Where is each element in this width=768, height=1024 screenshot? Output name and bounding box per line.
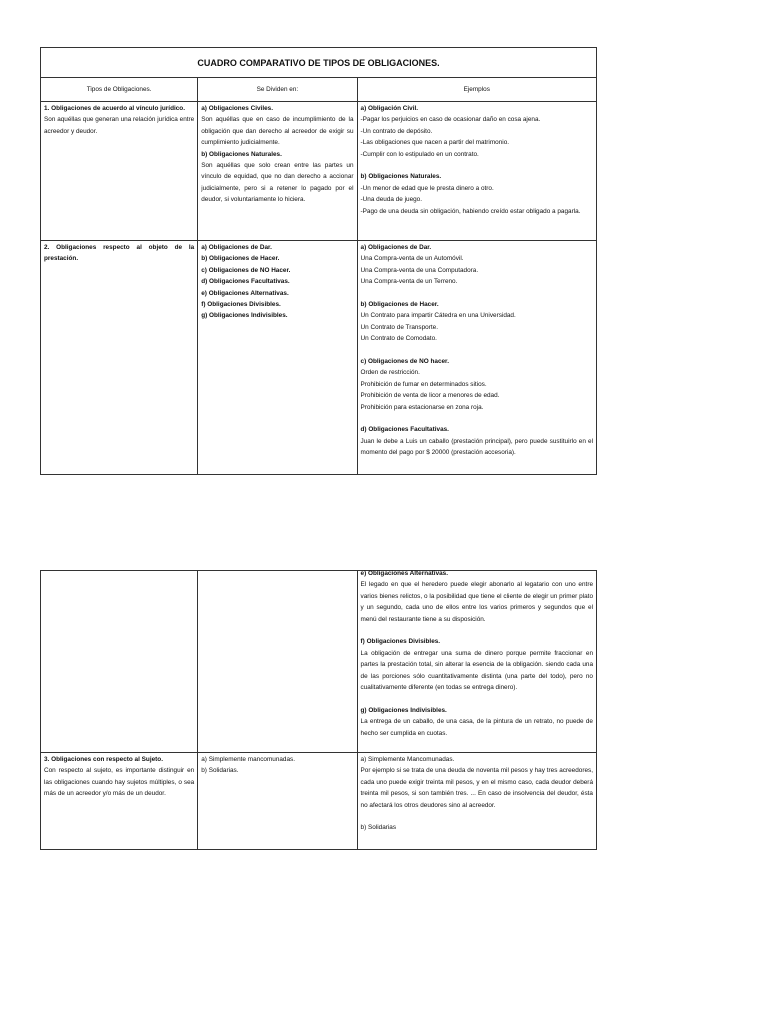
table-row (41, 753, 597, 850)
cell-ejemplos-continuacion (357, 571, 596, 753)
ejemplo-item: Un Contrato de Comodato. (360, 335, 437, 343)
ejemplo-title: a) Obligación Civil. (360, 105, 419, 112)
comparison-table-part-2 (40, 570, 597, 850)
header-tipos: Tipos de Obligaciones. (41, 78, 198, 102)
ejemplo-text: La entrega de un caballo, de una casa, de la pintura de un retrato, no puede de hecho ser cumplida en cuotas. (360, 718, 593, 737)
cell-tipo-vinculo (41, 102, 198, 241)
division-title: b) Obligaciones Naturales. (201, 150, 282, 158)
division-title: e) Obligaciones Alternativas. (201, 289, 289, 297)
ejemplo-title: a) Obligaciones de Dar. (360, 244, 432, 251)
ejemplo-item: -Las obligaciones que nacen a partir del matrimonio. (360, 139, 510, 147)
division-item: a) Simplemente mancomunadas. (201, 756, 296, 763)
cell-tipo-objeto (41, 241, 198, 475)
ejemplo-text: Por ejemplo si se trata de una deuda de noventa mil pesos y hay tres acreedores, cada uno puede exigir treinta mil pesos, y en el mismo caso, cada deudor deberá treinta mil pesos, si son también tres. ... En caso de insolvencia del deudor, ésta no afectará los otros deudores sino al acreedor. (360, 767, 593, 809)
division-title: g) Obligaciones Indivisibles. (201, 312, 288, 320)
comparison-table-part-1 (40, 47, 597, 475)
ejemplo-title: a) Simplemente Mancomunadas. (360, 756, 455, 763)
ejemplo-title: b) Solidarias (360, 824, 397, 832)
cell-ejemplos-objeto (357, 241, 596, 475)
division-item: b) Solidarias. (201, 767, 239, 775)
cell-ejemplos-sujeto (357, 753, 596, 850)
ejemplo-text: La obligación de entregar una suma de dinero porque permite fraccionar en partes la prestación total, sin alterar la esencia de la obligación. siendo cada una de las porciones sólo cuantitativamente distinta (una parte del todo), pero no cualitativamente diferente (en todas se entrega dinero). (360, 649, 593, 692)
ejemplo-item: -Pagar los perjuicios en caso de ocasionar daño en cosa ajena. (360, 116, 541, 124)
cell-divisiones-vinculo (198, 102, 357, 241)
division-title: f) Obligaciones Divisibles. (201, 301, 281, 309)
ejemplo-title: b) Obligaciones Naturales. (360, 173, 442, 181)
ejemplo-text: Juan le debe a Luis un caballo (prestación principal), pero puede sustituirlo en el momento del pago por $ 20000 (prestación accesoria). (360, 437, 593, 457)
table-header-row (41, 78, 597, 102)
header-ejemplos: Ejemplos (357, 78, 596, 102)
ejemplo-item: -Una deuda de juego. (360, 196, 423, 204)
ejemplo-title: b) Obligaciones de Hacer. (360, 301, 439, 309)
ejemplo-item: Prohibición para estacionarse en zona roja. (360, 403, 484, 411)
ejemplo-title: g) Obligaciones Indivisibles. (360, 706, 447, 714)
ejemplo-item: Prohibición de venta de licor a menores de edad. (360, 392, 500, 400)
division-title: a) Obligaciones de Dar. (201, 244, 272, 251)
ejemplo-item: Prohibición de fumar en determinados sitios. (360, 380, 487, 388)
division-title: c) Obligaciones de NO Hacer. (201, 266, 291, 274)
ejemplo-item: Una Compra-venta de una Computadora. (360, 266, 479, 274)
division-text: Son aquéllas que solo crean entre las partes un vínculo de equidad, que no dan derecho a accionar judicialmente, pero si a retener lo pagado por el deudor, si voluntariamente lo hiciera. (201, 162, 354, 204)
ejemplo-item: Un Contrato de Transporte. (360, 323, 438, 331)
ejemplo-title: d) Obligaciones Facultativas. (360, 426, 449, 434)
ejemplo-item: Un Contrato para impartir Cátedra en una Universidad. (360, 312, 516, 320)
ejemplo-title: c) Obligaciones de NO hacer. (360, 358, 449, 366)
ejemplo-item: -Pago de una deuda sin obligación, habiendo creído estar obligado a pagarla. (360, 207, 581, 215)
ejemplo-item: Orden de restricción. (360, 369, 420, 377)
ejemplo-item: -Cumplir con lo estipulado en un contrato. (360, 150, 479, 158)
tipo-text: Son aquéllas que generan una relación jurídica entre acreedor y deudor. (44, 116, 195, 135)
ejemplo-title: e) Obligaciones Alternativas. (360, 570, 449, 577)
cell-divisiones-objeto (198, 241, 357, 475)
ejemplo-item: Una Compra-venta de un Terreno. (360, 278, 458, 286)
ejemplo-text: El legado en que el heredero puede elegir abonarlo al legatario con uno entre varios bienes relictos, o la posibilidad que tiene el cliente de elegir un primer plato y un segundo, cada uno de ellos entre los varios primeros y segundos que el menú del restaurante tiene a su disposición. (360, 581, 593, 623)
division-title: a) Obligaciones Civiles. (201, 105, 273, 112)
cell-divisiones-sujeto (198, 753, 357, 850)
table-row (41, 241, 597, 475)
tipo-title: 2. Obligaciones respecto al objeto de la prestación. (44, 244, 195, 263)
division-title: b) Obligaciones de Hacer. (201, 255, 280, 263)
division-title: d) Obligaciones Facultativas. (201, 278, 290, 286)
division-text: Son aquéllas que en caso de incumplimiento de la obligación que dan derecho al acreedor de exigir su cumplimiento judicialmente. (201, 116, 354, 147)
table-row (41, 571, 597, 753)
table-title: CUADRO COMPARATIVO DE TIPOS DE OBLIGACIONES. (41, 48, 597, 78)
tipo-title: 1. Obligaciones de acuerdo al vínculo jurídico. (44, 105, 185, 112)
header-se-dividen: Se Dividen en: (198, 78, 357, 102)
cell-ejemplos-vinculo (357, 102, 596, 241)
tipo-text: Con respecto al sujeto, es importante distinguir en las obligaciones cuando hay sujetos múltiples, o sea más de un acreedor y/o más de un deudor. (44, 767, 195, 798)
table-row (41, 102, 597, 241)
ejemplo-title: f) Obligaciones Divisibles. (360, 638, 441, 646)
tipo-title: 3. Obligaciones con respecto al Sujeto. (44, 756, 163, 763)
ejemplo-item: -Un menor de edad que le presta dinero a otro. (360, 184, 494, 192)
ejemplo-item: Una Compra-venta de un Automóvil. (360, 255, 464, 263)
cell-divisiones-empty (198, 571, 357, 753)
ejemplo-item: -Un contrato de depósito. (360, 127, 433, 135)
cell-tipo-sujeto (41, 753, 198, 850)
cell-tipo-empty (41, 571, 198, 753)
